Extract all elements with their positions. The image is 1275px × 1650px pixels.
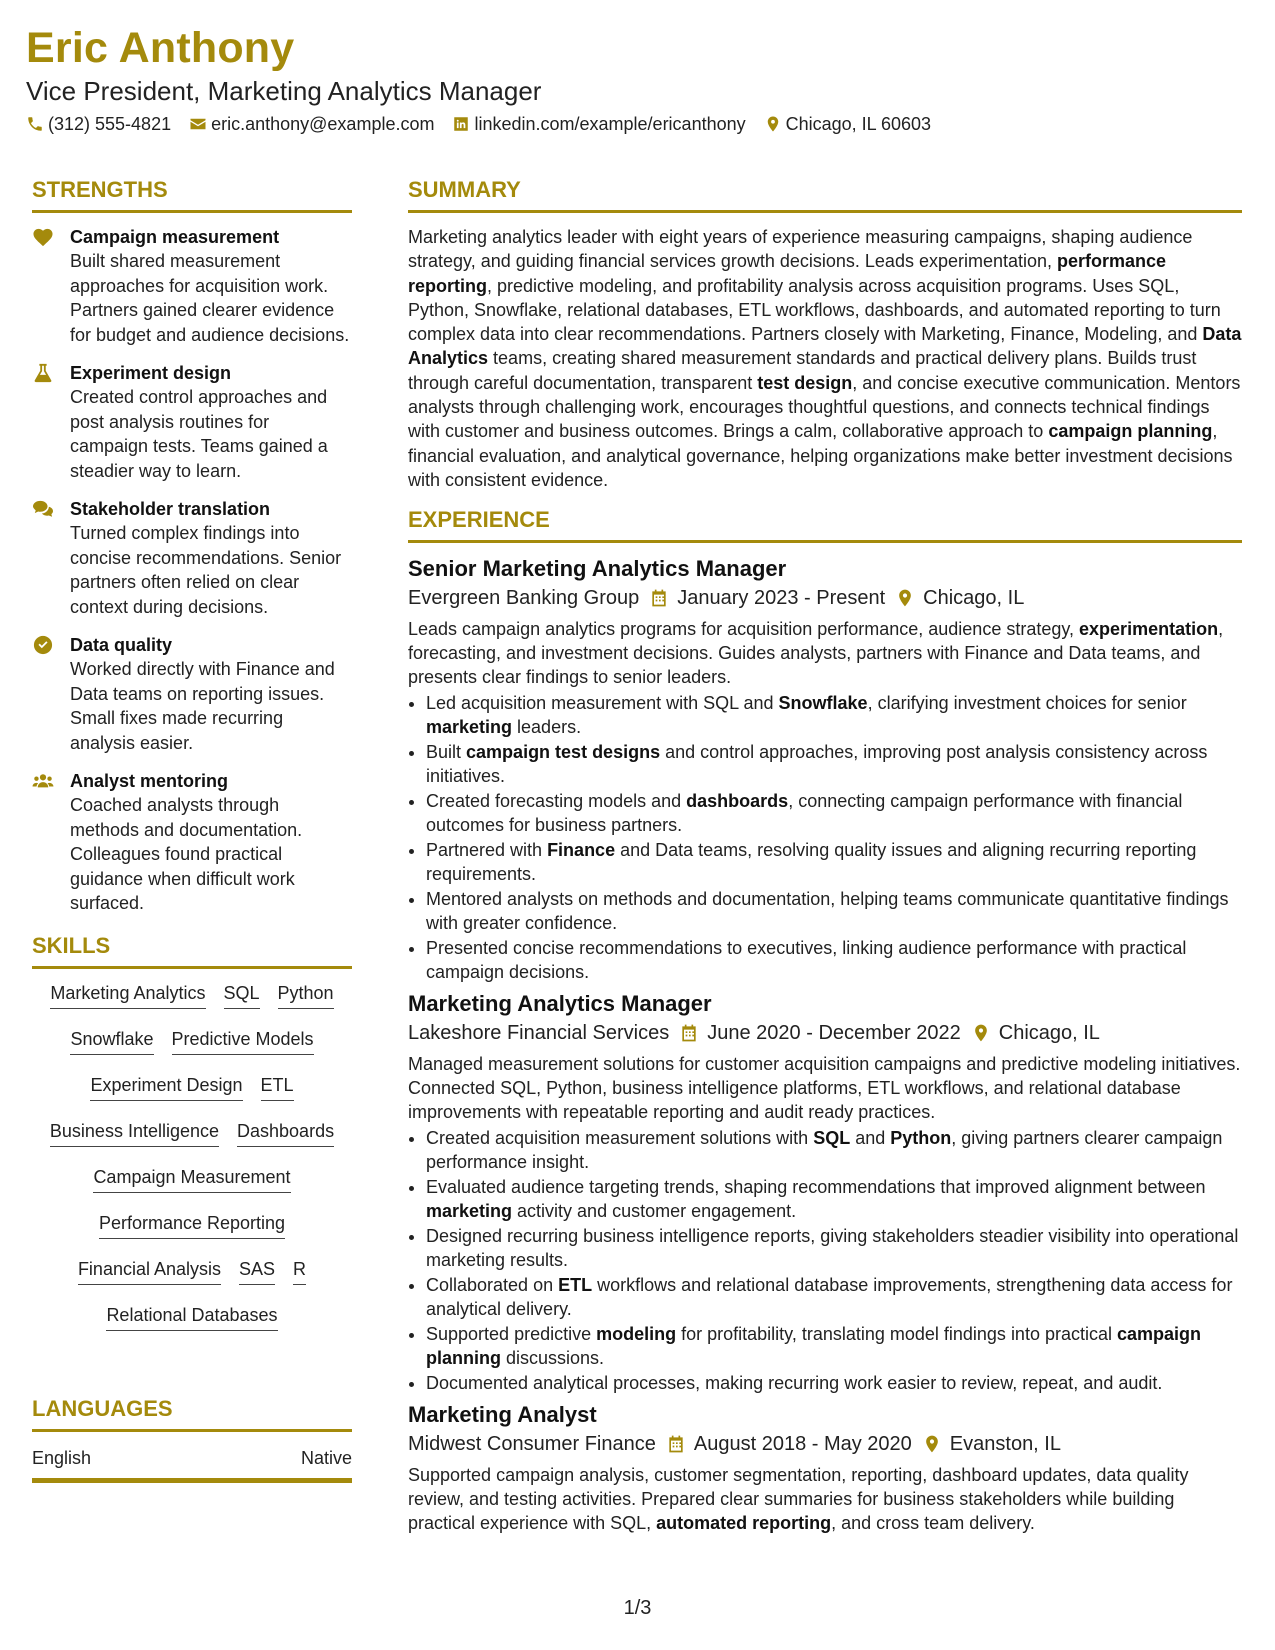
job-title: Senior Marketing Analytics Manager xyxy=(408,556,787,582)
bold-text: SQL xyxy=(813,1128,851,1149)
strength-title: Data quality xyxy=(70,635,173,655)
text-run: Collaborated on xyxy=(426,1275,559,1296)
text-run: Designed recurring business intelligence reports, giving stakeholders steadier visibility into operational marketing results. xyxy=(426,1226,1239,1271)
bold-text: Snowflake xyxy=(778,693,868,714)
location-text: Chicago, IL xyxy=(998,1022,1100,1045)
bullet-item xyxy=(426,1126,1242,1174)
job-location xyxy=(895,583,1024,613)
location-text: Evanston, IL xyxy=(949,1433,1061,1456)
dates-text: August 2018 - May 2020 xyxy=(693,1433,912,1456)
left-column xyxy=(32,176,352,1483)
strength-desc: Created control approaches and post analysis routines for campaign tests. Teams gained a steadier way to learn. xyxy=(70,387,328,481)
strength-title: Analyst mentoring xyxy=(70,771,229,791)
text-run: Partnered with xyxy=(426,840,548,861)
comments-icon xyxy=(32,499,54,521)
skills-list xyxy=(32,981,352,1349)
bold-text: modeling xyxy=(596,1324,677,1345)
linkedin-text: linkedin.com/example/ericanthony xyxy=(474,114,746,134)
strength-desc: Turned complex findings into concise recommendations. Senior partners often relied on clear context during decisions. xyxy=(70,523,342,617)
right-column xyxy=(408,176,1242,1541)
strength-item xyxy=(32,497,352,619)
phone-icon xyxy=(26,115,44,133)
text-run: and Data teams, resolving quality issues and aligning recurring reporting requirements. xyxy=(426,840,1197,885)
text-run: activity and customer engagement. xyxy=(512,1201,797,1222)
calendar-icon xyxy=(679,1023,699,1043)
phone-text: (312) 555-4821 xyxy=(48,114,172,134)
contact-phone[interactable] xyxy=(26,112,171,136)
flask-icon xyxy=(32,363,54,385)
text-run: workflows and relational database improvements, strengthening data access for analytical delivery. xyxy=(426,1275,1233,1320)
bullet-item xyxy=(426,936,1242,984)
bullet-item xyxy=(426,1224,1242,1272)
contact-bar xyxy=(26,112,931,136)
text-run: , and cross team delivery. xyxy=(831,1513,1035,1534)
users-icon xyxy=(32,771,54,793)
bullet-item xyxy=(426,887,1242,935)
bullet-item xyxy=(426,1273,1242,1321)
job-bullets xyxy=(408,691,1242,984)
skill-tag: R xyxy=(293,1257,306,1285)
text-run: leaders. xyxy=(512,717,582,738)
company-name: Midwest Consumer Finance xyxy=(408,1433,656,1456)
job-meta xyxy=(408,1429,1242,1459)
candidate-name: Eric Anthony xyxy=(26,24,295,72)
skill-tag: Performance Reporting xyxy=(99,1211,285,1239)
skill-tag: Dashboards xyxy=(237,1119,334,1147)
check-circle-icon xyxy=(32,635,54,657)
job-title: Marketing Analyst xyxy=(408,1402,597,1428)
text-run: Supported predictive xyxy=(426,1324,597,1345)
dates-text: January 2023 - Present xyxy=(677,587,886,610)
text-run: for profitability, translating model findings into practical xyxy=(676,1324,1117,1345)
text-run: Managed measurement solutions for customer acquisition campaigns and predictive modeling initiatives. Connected SQL, Python, business intelligence platforms, ETL workflows, and relational database improvements with repeatable reporting and audit ready practices. xyxy=(408,1054,1241,1123)
bold-text: campaign planning xyxy=(1048,421,1213,442)
skills-heading: SKILLS xyxy=(32,932,352,969)
text-run: Supported campaign analysis, customer segmentation, reporting, dashboard updates, data quality review, and testing activities. Prepared clear summaries for business stakeholders while building practical experience with SQL, xyxy=(408,1465,1189,1534)
bold-text: Finance xyxy=(547,840,616,861)
job-location xyxy=(971,1018,1100,1048)
summary-text xyxy=(408,225,1242,492)
strength-item xyxy=(32,633,352,755)
job-description xyxy=(408,617,1242,689)
text-run: Mentored analysts on methods and documentation, helping teams communicate quantitative findings with greater confidence. xyxy=(426,889,1229,934)
bullet-item xyxy=(426,691,1242,739)
job-meta xyxy=(408,1018,1242,1048)
page-number: 1/3 xyxy=(623,1597,652,1619)
job-dates xyxy=(666,1429,912,1459)
languages-heading: LANGUAGES xyxy=(32,1395,352,1432)
language-name: English xyxy=(32,1447,92,1468)
strength-title: Experiment design xyxy=(70,363,232,383)
job-entry xyxy=(408,990,1242,1395)
map-pin-icon xyxy=(971,1023,991,1043)
skill-tag: Predictive Models xyxy=(172,1027,314,1055)
skill-tag: SAS xyxy=(239,1257,275,1285)
job-dates xyxy=(679,1018,961,1048)
bold-text: campaign planning xyxy=(426,1324,1202,1369)
envelope-icon xyxy=(189,115,207,133)
bullet-item xyxy=(426,1322,1242,1370)
text-run: , financial evaluation, and analytical governance, helping organizations make better investment decisions with consistent evidence. xyxy=(408,421,1233,490)
text-run: , connecting campaign performance with financial outcomes for business partners. xyxy=(426,791,1183,836)
text-run: Built xyxy=(426,742,467,763)
job-description xyxy=(408,1052,1242,1124)
text-run: Presented concise recommendations to executives, linking audience performance with practical campaign decisions. xyxy=(426,938,1187,983)
text-run: Leads campaign analytics programs for acquisition performance, audience strategy, xyxy=(408,619,1080,640)
bold-text: Data Analytics xyxy=(408,324,1242,369)
strength-desc: Worked directly with Finance and Data teams on reporting issues. Small fixes made recurring analysis easier. xyxy=(70,659,335,753)
candidate-title: Vice President, Marketing Analytics Manager xyxy=(26,76,542,106)
map-pin-icon xyxy=(764,115,782,133)
text-run: and xyxy=(850,1128,891,1149)
text-run: , clarifying investment choices for senior xyxy=(867,693,1187,714)
skill-tag: Experiment Design xyxy=(90,1073,242,1101)
company-name: Lakeshore Financial Services xyxy=(408,1022,670,1045)
bold-text: experimentation xyxy=(1079,619,1219,640)
job-dates xyxy=(649,583,885,613)
calendar-icon xyxy=(649,588,669,608)
company-name: Evergreen Banking Group xyxy=(408,587,640,610)
skill-tag: Relational Databases xyxy=(106,1303,277,1331)
language-level: Native xyxy=(300,1447,352,1468)
strength-title: Campaign measurement xyxy=(70,227,280,247)
contact-email[interactable] xyxy=(189,112,434,136)
bold-text: automated reporting xyxy=(656,1513,832,1534)
strength-title: Stakeholder translation xyxy=(70,499,271,519)
bullet-item xyxy=(426,1175,1242,1223)
summary-heading: SUMMARY xyxy=(408,176,1242,213)
bold-text: marketing xyxy=(426,717,513,738)
text-run: Evaluated audience targeting trends, shaping recommendations that improved alignment between xyxy=(426,1177,1206,1198)
skill-tag: Business Intelligence xyxy=(50,1119,219,1147)
bold-text: test design xyxy=(757,372,853,393)
bold-text: dashboards xyxy=(686,791,789,812)
skill-tag: Python xyxy=(278,981,334,1009)
bold-text: campaign test designs xyxy=(466,742,661,763)
dates-text: June 2020 - December 2022 xyxy=(707,1022,961,1045)
map-pin-icon xyxy=(895,588,915,608)
text-run: Created forecasting models and xyxy=(426,791,687,812)
bold-text: Python xyxy=(890,1128,952,1149)
text-run: , predictive modeling, and profitability analysis across acquisition programs. Uses SQL, Python, Snowflake, relational databases, ETL workflows, dashboards, and automated reporting to turn complex data into clear recommendations. Partners closely with Marketing, Finance, Modeling, and xyxy=(408,275,1221,345)
strength-item xyxy=(32,361,352,483)
bullet-item xyxy=(426,789,1242,837)
skill-tag: ETL xyxy=(261,1073,294,1101)
bold-text: performance reporting xyxy=(408,251,1167,296)
skill-tag: Marketing Analytics xyxy=(50,981,205,1009)
contact-linkedin[interactable] xyxy=(452,112,745,136)
text-run: , giving partners clearer campaign performance insight. xyxy=(426,1128,1223,1173)
job-meta xyxy=(408,583,1242,613)
bullet-item xyxy=(426,838,1242,886)
job-location xyxy=(922,1429,1061,1459)
strength-desc: Built shared measurement approaches for acquisition work. Partners gained clearer evidence for budget and audience decisions. xyxy=(70,251,350,345)
job-entry xyxy=(408,1401,1242,1535)
skill-tag: Snowflake xyxy=(70,1027,153,1055)
location-text: Chicago, IL xyxy=(923,587,1025,610)
skill-tag: Financial Analysis xyxy=(78,1257,221,1285)
calendar-icon xyxy=(666,1434,686,1454)
strength-desc: Coached analysts through methods and documentation. Colleagues found practical guidance when difficult work surfaced. xyxy=(70,795,303,913)
map-pin-icon xyxy=(922,1434,942,1454)
bold-text: marketing xyxy=(426,1201,513,1222)
contact-location xyxy=(764,112,931,136)
bold-text: ETL xyxy=(558,1275,593,1296)
strength-item xyxy=(32,769,352,916)
email-text: eric.anthony@example.com xyxy=(211,114,435,134)
bullet-item xyxy=(426,1371,1242,1395)
text-run: discussions. xyxy=(501,1348,605,1369)
linkedin-icon xyxy=(452,115,470,133)
text-run: Marketing analytics leader with eight years of experience measuring campaigns, shaping audience strategy, and guiding financial services growth decisions. Leads experimentation, xyxy=(408,227,1193,272)
job-entry xyxy=(408,555,1242,984)
job-title: Marketing Analytics Manager xyxy=(408,991,712,1017)
text-run: and control approaches, improving post analysis consistency across initiatives. xyxy=(426,742,1208,787)
language-row xyxy=(32,1444,352,1483)
strength-item xyxy=(32,225,352,347)
text-run: teams, creating shared measurement standards and practical delivery plans. Builds trust through careful documentation, transparent xyxy=(408,348,1197,393)
text-run: , forecasting, and investment decisions. Guides analysts, partners with Finance and Data teams, and presents clear findings to senior leaders. xyxy=(408,619,1224,688)
text-run: Created acquisition measurement solutions with xyxy=(426,1128,814,1149)
heart-icon xyxy=(32,227,54,249)
skill-tag: SQL xyxy=(224,981,260,1009)
location-text: Chicago, IL 60603 xyxy=(785,114,932,134)
text-run: Led acquisition measurement with SQL and xyxy=(426,693,779,714)
experience-heading: EXPERIENCE xyxy=(408,506,1242,543)
bullet-item xyxy=(426,740,1242,788)
text-run: , and concise executive communication. Mentors analysts through challenging work, encourages thoughtful questions, and connects technical findings with customer and business outcomes. Brings a calm, collaborative approach to xyxy=(408,372,1241,442)
strengths-heading: STRENGTHS xyxy=(32,176,352,213)
text-run: Documented analytical processes, making recurring work easier to review, repeat, and audit. xyxy=(426,1373,1163,1394)
skill-tag: Campaign Measurement xyxy=(93,1165,290,1193)
job-bullets xyxy=(408,1126,1242,1395)
job-description xyxy=(408,1463,1242,1535)
